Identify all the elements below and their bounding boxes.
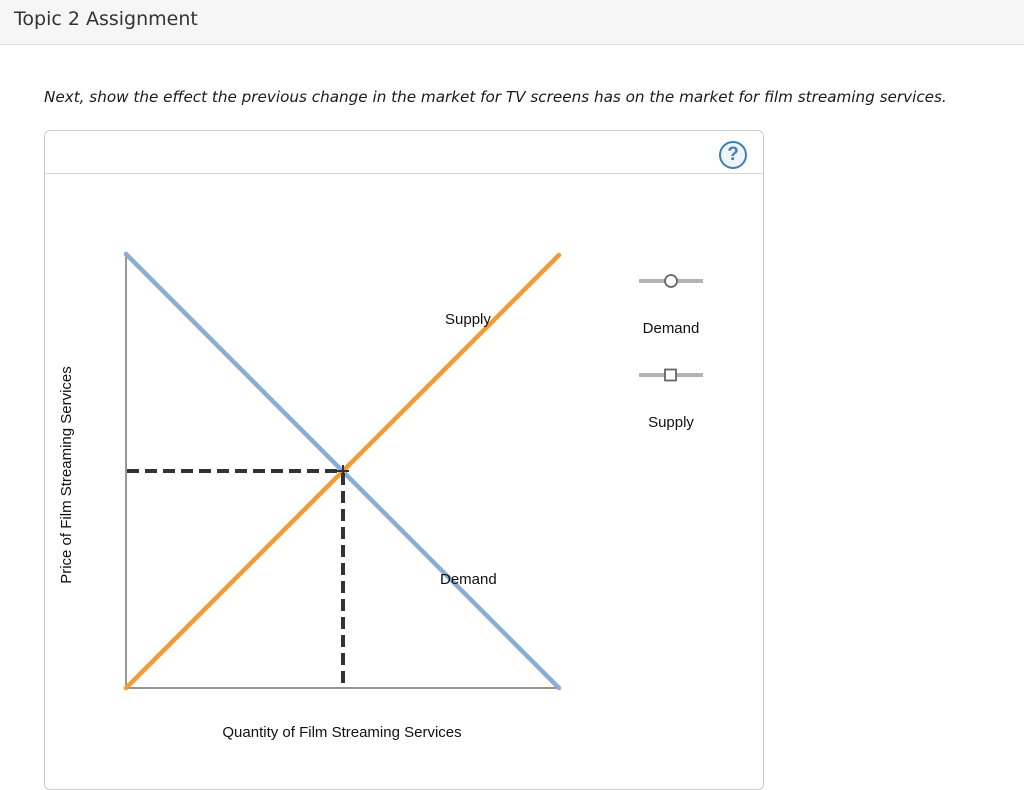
graph-canvas[interactable] <box>45 131 763 781</box>
demand-tool-label[interactable]: Demand <box>642 320 700 337</box>
supply-curve-label: Supply <box>445 311 491 328</box>
supply-tool-label[interactable]: Supply <box>648 414 694 431</box>
question-prompt: Next, show the effect the previous change in the market for TV screens has on the market for film streaming services. <box>44 88 947 106</box>
x-axis-label: Quantity of Film Streaming Services <box>222 724 462 741</box>
page-title: Topic 2 Assignment <box>14 8 198 30</box>
top-bar <box>0 0 1024 45</box>
demand-tool-icon[interactable] <box>638 272 704 290</box>
help-icon[interactable]: ? <box>719 141 747 169</box>
y-axis-label: Price of Film Streaming Services <box>58 366 75 584</box>
demand-curve-label: Demand <box>440 571 497 588</box>
supply-tool-icon[interactable] <box>638 366 704 384</box>
graph-panel <box>44 130 764 790</box>
